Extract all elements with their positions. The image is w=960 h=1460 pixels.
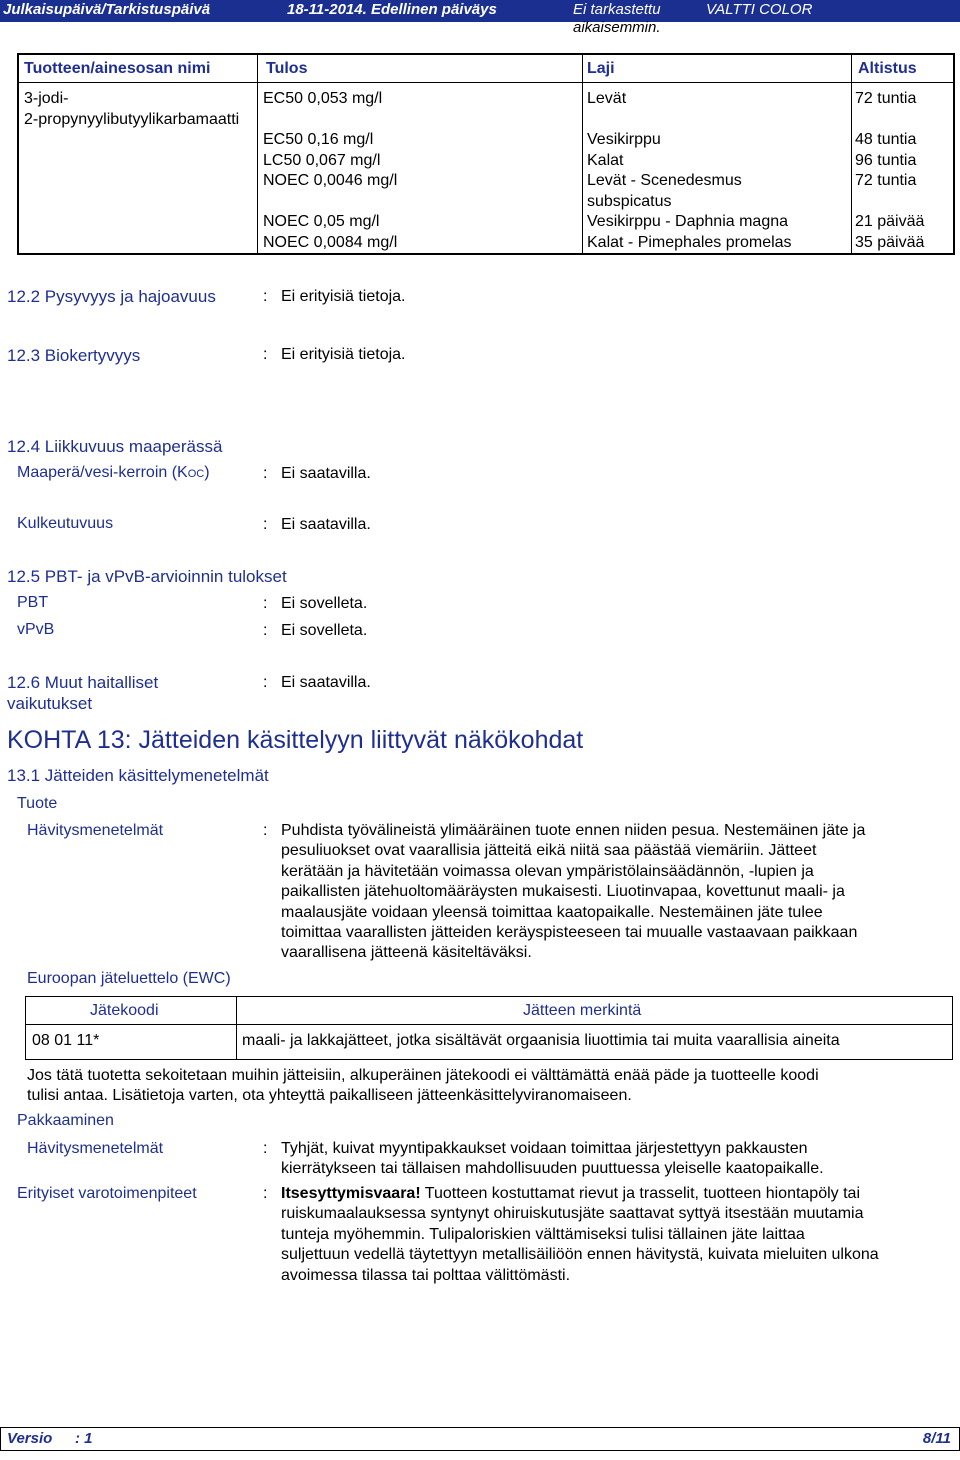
- col-divider: [257, 55, 258, 253]
- colon: :: [263, 822, 268, 839]
- table-row-species: Vesikirppu: [587, 131, 661, 148]
- table-row-exposure: 72 tuntia: [855, 90, 917, 107]
- mobility-value: Ei saatavilla.: [281, 516, 371, 533]
- koc-label: Maaperä/vesi-kerroin (KOC): [17, 464, 210, 481]
- table-row-result: EC50 0,053 mg/l: [263, 90, 383, 107]
- colon: :: [263, 595, 268, 612]
- colon: :: [263, 346, 268, 363]
- pack-disposal-text: Tyhjät, kuivat myyntipakkaukset voidaan toimittaa järjestettyyn pakkausten kierrätykseen tai tällaisen mahdollisuuden puuttuessa yleiselle kaatopaikalle.: [281, 1140, 824, 1178]
- section-12-3-value: Ei erityisiä tietoja.: [281, 346, 406, 363]
- header-not-checked-line2: aikaisemmin.: [573, 19, 661, 36]
- table-row-species: Levät: [587, 90, 627, 107]
- substance-name-line2: 2-propynyylibutyylikarbamaatti: [24, 111, 240, 128]
- table-row-species: Levät - Scenedesmus: [587, 172, 742, 189]
- waste-note: Jos tätä tuotetta sekoitetaan muihin jätteisiin, alkuperäinen jätekoodi ei välttämättä enää päde ja tuotteelle koodi tulisi antaa. Lisätietoja varten, ota yhteyttä paikalliseen jätteenkäsittelyviranomaiseen.: [27, 1067, 819, 1105]
- table-row-result: NOEC 0,05 mg/l: [263, 213, 380, 230]
- th-name: Tuotteen/ainesosan nimi: [24, 60, 211, 77]
- table-row-result: NOEC 0,0084 mg/l: [263, 234, 398, 251]
- table-row-exposure: 72 tuntia: [855, 172, 917, 189]
- table-row-species: Kalat: [587, 152, 624, 169]
- version-label: Versio: [7, 1430, 53, 1447]
- pbt-value: Ei sovelleta.: [281, 595, 368, 612]
- colon: :: [263, 516, 268, 533]
- section-12-2-value: Ei erityisiä tietoja.: [281, 288, 406, 305]
- vpvb-label: vPvB: [17, 621, 55, 638]
- substance-name: 3-jodi-: [24, 90, 69, 107]
- packaging-label: Pakkaaminen: [17, 1112, 114, 1129]
- page-footer: [0, 1427, 960, 1451]
- table-row-species: Kalat - Pimephales promelas: [587, 234, 792, 251]
- colon: :: [263, 465, 268, 482]
- fire-warning: Itsesyttymisvaara!: [281, 1185, 421, 1202]
- ewc-code: 08 01 11*: [32, 1032, 100, 1049]
- table-row-species-line2: subspicatus: [587, 193, 672, 210]
- section-12-5-title: 12.5 PBT- ja vPvB-arvioinnin tulokset: [7, 567, 287, 586]
- ewc-header-code: Jätekoodi: [90, 1002, 159, 1019]
- th-exposure: Altistus: [858, 60, 917, 77]
- table-row-exposure: 21 päivää: [855, 213, 925, 230]
- section-12-4-title: 12.4 Liikkuvuus maaperässä: [7, 437, 223, 456]
- ewc-header-desc: Jätteen merkintä: [523, 1002, 642, 1019]
- section-12-3-label: 12.3 Biokertyvyys: [7, 346, 141, 365]
- page-number: 8/11: [922, 1430, 951, 1447]
- section-12-2-label: 12.2 Pysyvyys ja hajoavuus: [7, 287, 216, 306]
- section-13-title: KOHTA 13: Jätteiden käsittelyyn liittyvät näkökohdat: [7, 726, 584, 754]
- disposal-label: Hävitysmenetelmät: [27, 822, 164, 839]
- table-row-exposure: 96 tuntia: [855, 152, 917, 169]
- header-previous-date: 18-11-2014. Edellinen päiväys: [287, 1, 497, 18]
- table-row-result: NOEC 0,0046 mg/l: [263, 172, 398, 189]
- page-header: [0, 0, 960, 22]
- table-row-exposure: 35 päivää: [855, 234, 925, 251]
- colon: :: [263, 1140, 268, 1157]
- version-value: : 1: [75, 1430, 93, 1447]
- table-row-result: LC50 0,067 mg/l: [263, 152, 381, 169]
- disposal-text: Puhdista työvälineistä ylimääräinen tuote ennen niiden pesua. Nestemäinen jäte ja pesuliuokset ovat vaarallisia jätteitä eikä niitä saa päästää viemäriin. Jätteet kerätään ja hävitetään voimassa olevan ympäristölainsäädännön, -lupien ja paikallisten jätehuoltomääräysten mukaisesti. Liuotinvapaa, kovettunut maali- ja maalausjäte voidaan yleensä toimittaa kaatopaikalle. Nestemäinen jäte tulee toimittaa vaarallisten jätteiden keräyspisteeseen tai muualle vastaavaan paikkaan vaarallisena jätteenä käsiteltäväksi.: [281, 822, 866, 962]
- pack-disposal-label: Hävitysmenetelmät: [27, 1140, 164, 1157]
- header-product-name: VALTTI COLOR: [706, 1, 813, 18]
- ewc-table: [25, 996, 953, 1060]
- koc-value: Ei saatavilla.: [281, 465, 371, 482]
- section-12-6-label-line2: vaikutukset: [7, 694, 93, 713]
- toxicity-table: [17, 53, 955, 255]
- header-date-label: Julkaisupäivä/Tarkistuspäivä: [3, 1, 211, 18]
- colon: :: [263, 674, 268, 691]
- section-13-1-title: 13.1 Jätteiden käsittelymenetelmät: [7, 766, 269, 785]
- ewc-header-divider: [26, 1024, 952, 1025]
- pbt-label: PBT: [17, 594, 49, 611]
- section-12-6-value: Ei saatavilla.: [281, 674, 371, 691]
- vpvb-value: Ei sovelleta.: [281, 622, 368, 639]
- table-row-exposure: 48 tuntia: [855, 131, 917, 148]
- header-not-checked: Ei tarkastettu: [573, 1, 661, 18]
- col-divider: [582, 55, 583, 253]
- product-label: Tuote: [17, 795, 58, 812]
- ewc-label: Euroopan jäteluettelo (EWC): [27, 970, 231, 987]
- th-species: Laji: [587, 60, 615, 77]
- col-divider: [236, 997, 237, 1059]
- precautions-label: Erityiset varotoimenpiteet: [17, 1185, 197, 1202]
- ewc-description: maali- ja lakkajätteet, jotka sisältävät orgaanisia liuottimia tai muita vaarallisia aineita: [242, 1032, 840, 1049]
- table-header-divider: [19, 82, 953, 83]
- colon: :: [263, 622, 268, 639]
- colon: :: [263, 1185, 268, 1202]
- mobility-label: Kulkeutuvuus: [17, 515, 114, 532]
- colon: :: [263, 288, 268, 305]
- table-row-species: Vesikirppu - Daphnia magna: [587, 213, 789, 230]
- precautions-text: Itsesyttymisvaara! Tuotteen kostuttamat rievut ja trasselit, tuotteen hiontapöly tai ruiskumaalauksessa syntynyt ohiruiskutusjäte saattavat syttyä itsestään muutamia tunteja myöhemmin. Tulipaloriskien välttämiseksi tulisi tällainen jäte laittaa suljettuun vedellä täytettyyn metallisäiliöön ennen hävitystä, kuivata mieluiten ulkona avoimessa tilassa tai polttaa välittömästi.: [281, 1185, 879, 1284]
- section-12-6-label: 12.6 Muut haitalliset: [7, 673, 159, 692]
- col-divider: [851, 55, 852, 253]
- th-result: Tulos: [266, 60, 308, 77]
- table-row-result: EC50 0,16 mg/l: [263, 131, 374, 148]
